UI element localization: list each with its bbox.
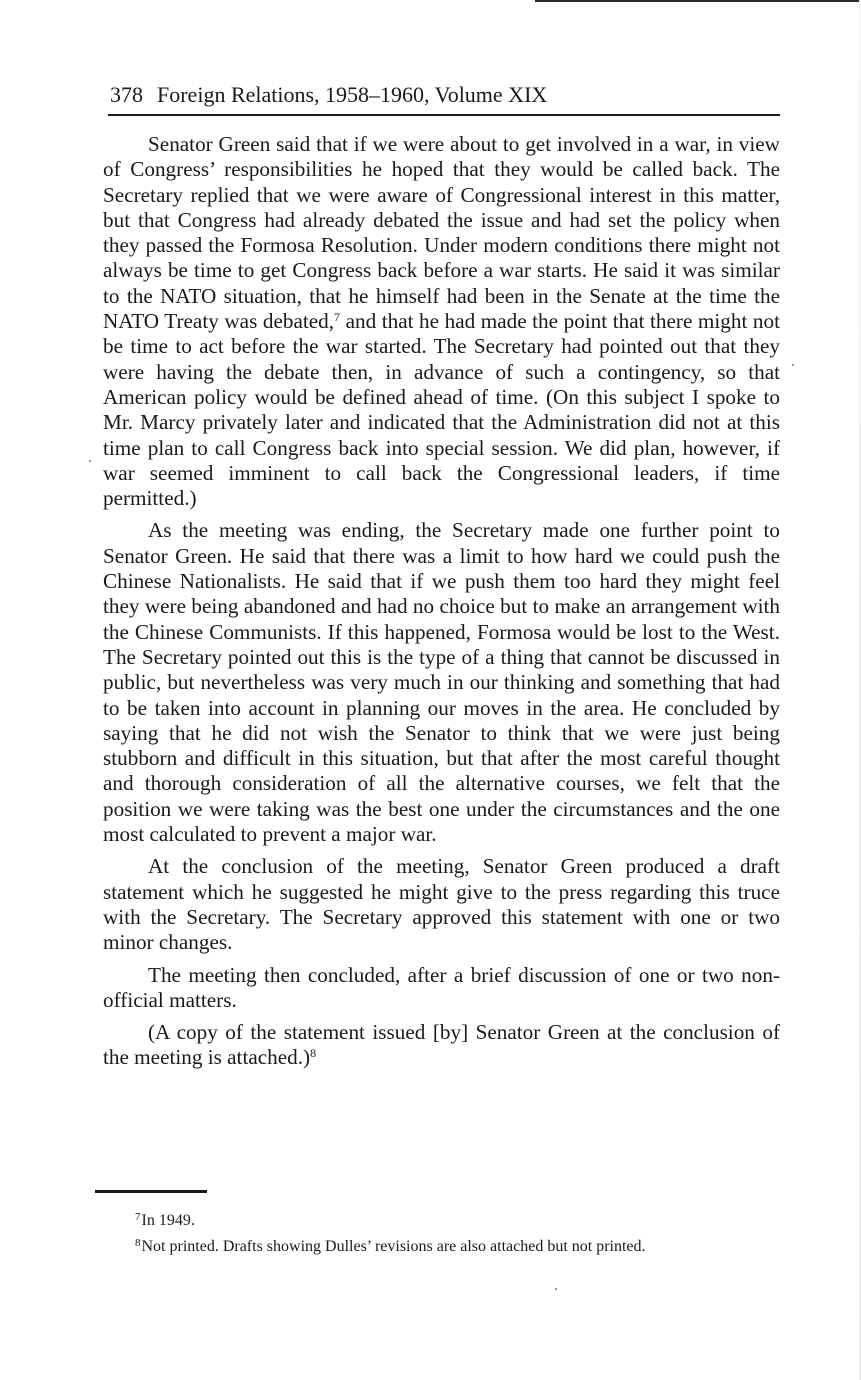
- scan-speck: [555, 1288, 557, 1290]
- footnote-marker: 7: [135, 1211, 141, 1223]
- footnote-ref-7: 7: [334, 310, 341, 325]
- footnote-8: [135, 1234, 775, 1260]
- paragraph-1-text: Senator Green said that if we were about to get involved in a war, in view of Congress’ responsibilities he hoped that they would be called back. The Secretary replied that we were aware of Congressional interest in this matter, but that Congress had already debated the issue and had set the policy when they passed the Formosa Resolution. Under modern conditions there might not always be time to get Congress back before a war starts. He said it was similar to the NATO situation, that he himself had been in the Senate at the time the NATO Treaty was debated,: [103, 132, 780, 334]
- running-header: [110, 80, 780, 110]
- scan-speck: [89, 460, 91, 462]
- paragraph-1-text-cont: and that he had made the point that there might not be time to act before the war started. The Secretary had pointed out that they were having the debate then, in advance of such a contingency, so that American policy would be defined ahead of time. (On this subject I spoke to Mr. Marcy privately later and indicated that the Administration did not at this time plan to call Congress back into special session. We did plan, however, if war seemed imminent to call back the Congressional leaders, if time permitted.): [103, 309, 780, 511]
- footnote-ref-8: 8: [310, 1046, 317, 1061]
- footnote-marker: 8: [135, 1237, 141, 1249]
- paragraph-2-text: As the meeting was ending, the Secretary made one further point to Senator Green. He said that there was a limit to how hard we could push the Chinese Nationalists. He said that if we push them too hard they might feel they were being abandoned and had no choice but to make an arrangement with the Chinese Communists. If this happened, Formosa would be lost to the West. The Secretary pointed out this is the type of a thing that cannot be discussed in public, but nevertheless was very much in our thinking and something that had to be taken into account in planning our moves in the area. He concluded by saying that he did not wish the Senator to think that we were just being stubborn and difficult in this situation, but that after the most careful thought and thorough consideration of all the alternative courses, we felt that the position we were taking was the best one under the circumstances and the one most calculated to prevent a major war.: [103, 518, 780, 847]
- scan-speck: [792, 364, 794, 366]
- footnote-7: [135, 1208, 775, 1234]
- paragraph-1: [103, 132, 780, 511]
- scan-edge-top: [535, 0, 861, 2]
- paragraph-2: [103, 518, 780, 847]
- paragraph-4: [103, 963, 780, 1014]
- footnote-text: Not printed. Drafts showing Dulles’ revisions are also attached but not printed.: [141, 1238, 646, 1255]
- footnotes: [135, 1208, 775, 1260]
- footnote-rule: [95, 1190, 207, 1193]
- running-title: Foreign Relations, 1958–1960, Volume XIX: [157, 82, 548, 107]
- page-number: 378: [110, 82, 143, 107]
- header-rule: [108, 114, 780, 116]
- footnote-text: In 1949.: [141, 1212, 195, 1229]
- paragraph-3: [103, 854, 780, 955]
- body-text: [103, 132, 780, 1078]
- paragraph-3-text: At the conclusion of the meeting, Senator Green produced a draft statement which he suggested he might give to the press regarding this truce with the Secretary. The Secretary approved this statement with one or two minor changes.: [103, 854, 780, 955]
- paragraph-4-text: The meeting then concluded, after a brief discussion of one or two non-official matters.: [103, 962, 780, 1012]
- paragraph-5-text: (A copy of the statement issued [by] Senator Green at the conclusion of the meeting is attached.): [103, 1020, 780, 1070]
- paragraph-5: [103, 1020, 780, 1071]
